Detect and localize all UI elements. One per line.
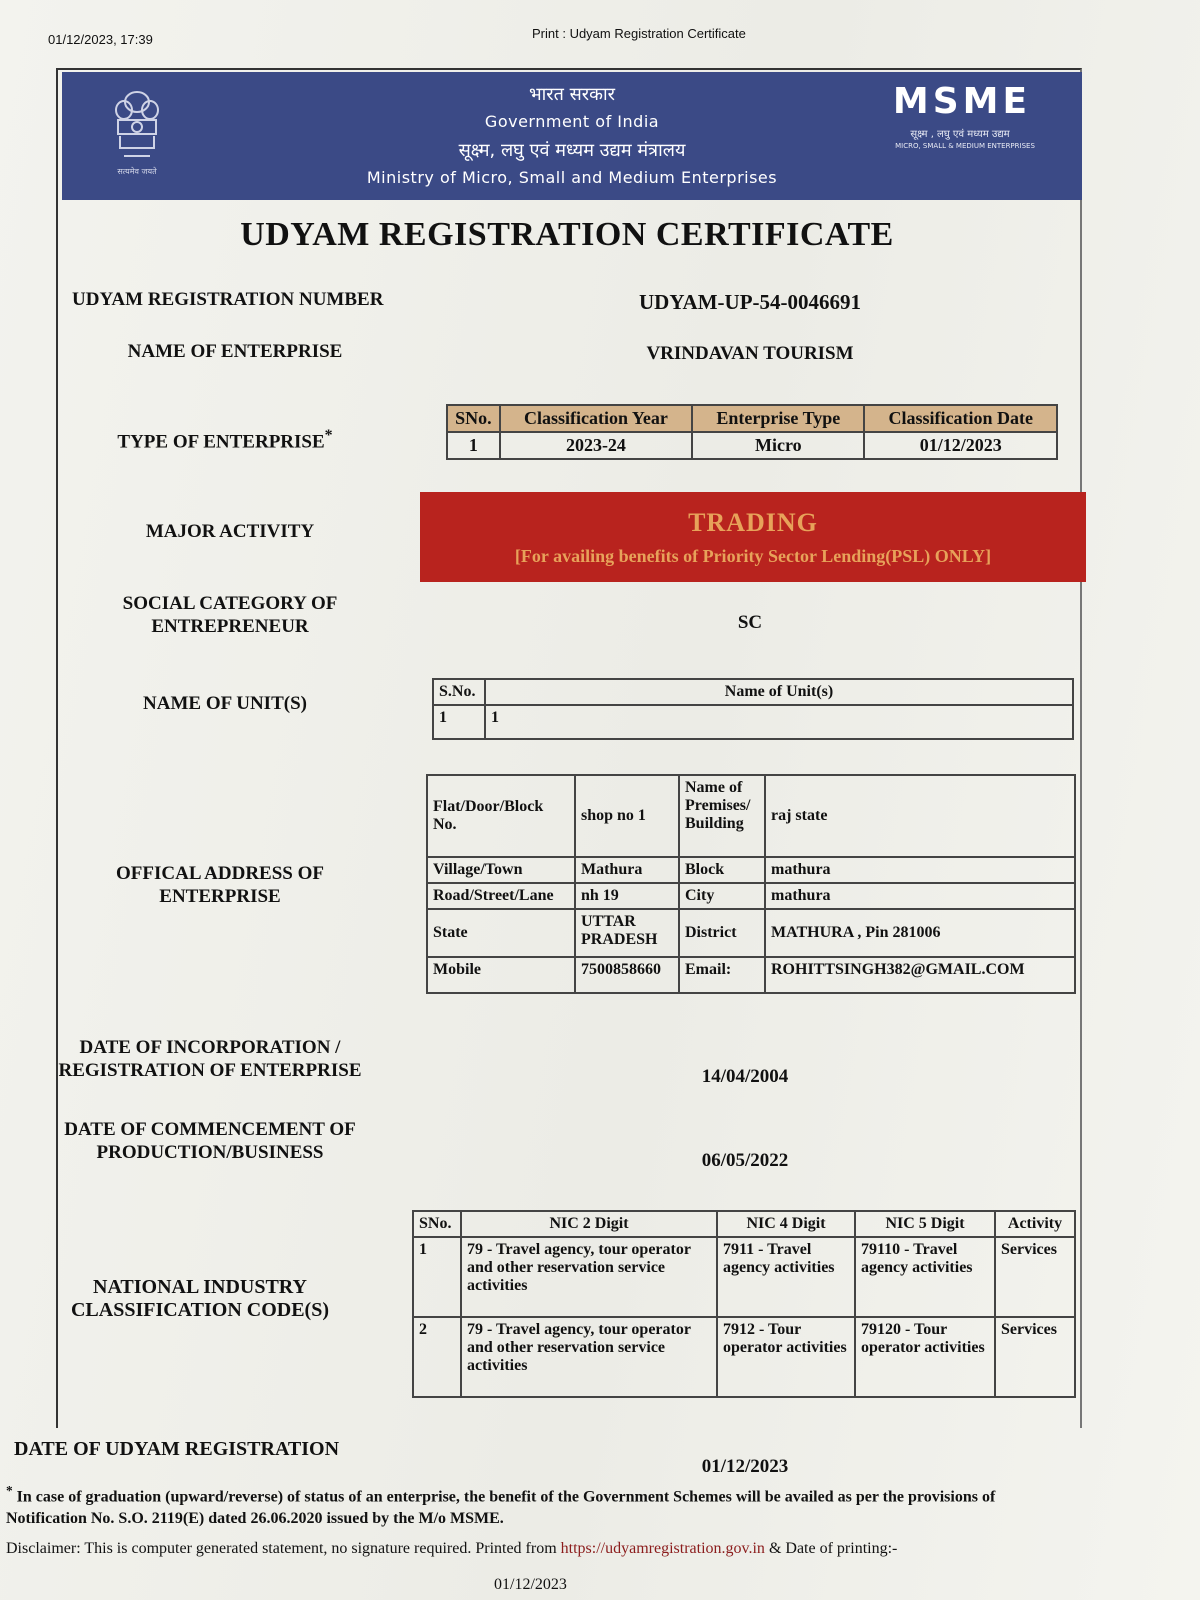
- table-cell: 1: [485, 705, 1073, 739]
- table-row: [427, 957, 1075, 993]
- commencement-label-line2: PRODUCTION/BUSINESS: [96, 1142, 324, 1163]
- msme-logo-hindi: सूक्ष्म , लघु एवं मध्यम उद्यम: [910, 129, 1010, 140]
- units-label: NAME OF UNIT(S): [143, 693, 307, 714]
- footnote-mark: *: [6, 1483, 13, 1498]
- nic-table: [412, 1210, 1076, 1398]
- enterprise-name-label: NAME OF ENTERPRISE: [127, 341, 343, 362]
- footnote-text: In case of graduation (upward/reverse) of status of an enterprise, the benefit of the Government Schemes will be availed as per the provisions of Notification No. S.O. 2119(E) dated 26.06.2020 issued by the M/o MSME.: [6, 1488, 996, 1528]
- table-row: [427, 775, 1075, 857]
- enterprise-type-table: [446, 404, 1058, 460]
- certificate-title: UDYAM REGISTRATION CERTIFICATE: [240, 216, 894, 253]
- print-title: Print : Udyam Registration Certificate: [532, 26, 746, 41]
- address-field-value: mathura: [765, 857, 1075, 883]
- msme-logo-english: MICRO, SMALL & MEDIUM ENTERPRISES: [895, 142, 1035, 150]
- table-cell: Services: [995, 1237, 1075, 1317]
- table-cell: 79120 - Tour operator activities: [855, 1317, 995, 1397]
- address-field-value: shop no 1: [575, 775, 679, 857]
- address-field-label: Email:: [679, 957, 765, 993]
- address-field-value: UTTAR PRADESH: [575, 909, 679, 957]
- disclaimer-print-date: 01/12/2023: [494, 1576, 567, 1593]
- units-table: [432, 678, 1074, 740]
- major-activity-label: MAJOR ACTIVITY: [145, 521, 315, 542]
- reg-number-label: UDYAM REGISTRATION NUMBER: [72, 289, 384, 310]
- nic-table-header: NIC 2 Digit: [461, 1211, 717, 1237]
- nic-table-header: SNo.: [413, 1211, 461, 1237]
- type-table-header: Classification Date: [864, 405, 1057, 432]
- type-table-header: Enterprise Type: [692, 405, 864, 432]
- address-label: [80, 862, 360, 908]
- print-datetime: 01/12/2023, 17:39: [48, 32, 153, 47]
- address-field-label: Village/Town: [427, 857, 575, 883]
- type-table-header: SNo.: [447, 405, 500, 432]
- incorporation-label: [30, 1036, 390, 1082]
- commencement-label: [30, 1118, 390, 1164]
- table-row: [427, 909, 1075, 957]
- address-field-label: District: [679, 909, 765, 957]
- graduation-footnote: [6, 1480, 1076, 1530]
- nic-table-header: NIC 5 Digit: [855, 1211, 995, 1237]
- enterprise-name-value: VRINDAVAN TOURISM: [646, 343, 854, 364]
- units-table-header: Name of Unit(s): [485, 679, 1073, 705]
- table-row: [433, 705, 1073, 739]
- table-cell: 2023-24: [500, 432, 693, 459]
- banner-hindi-ministry: सूक्ष्म, लघु एवं मध्यम उद्यम मंत्रालय: [458, 140, 686, 161]
- nic-label-line1: NATIONAL INDUSTRY: [93, 1276, 307, 1298]
- banner-hindi-govt: भारत सरकार: [528, 84, 616, 105]
- address-field-value: 7500858660: [575, 957, 679, 993]
- table-cell: Micro: [692, 432, 864, 459]
- table-cell: 79 - Travel agency, tour operator and other reservation service activities: [461, 1237, 717, 1317]
- banner-english-ministry: Ministry of Micro, Small and Medium Enterprises: [366, 168, 778, 187]
- enterprise-type-label: [100, 424, 350, 453]
- reg-number-value: UDYAM-UP-54-0046691: [638, 290, 862, 314]
- ministry-banner: [62, 72, 1082, 200]
- nic-table-header: Activity: [995, 1211, 1075, 1237]
- address-label-line1: OFFICAL ADDRESS OF: [116, 863, 324, 884]
- table-cell: 01/12/2023: [864, 432, 1057, 459]
- udyam-website-link[interactable]: https://udyamregistration.gov.in: [560, 1540, 765, 1557]
- enterprise-type-label-text: TYPE OF ENTERPRISE: [117, 431, 325, 453]
- banner-english-govt: Government of India: [484, 112, 660, 131]
- table-cell: 2: [413, 1317, 461, 1397]
- address-field-label: Road/Street/Lane: [427, 883, 575, 909]
- asterisk-mark: *: [324, 427, 333, 444]
- address-field-label: City: [679, 883, 765, 909]
- address-field-value: Mathura: [575, 857, 679, 883]
- address-field-value: ROHITTSINGH382@GMAIL.COM: [765, 957, 1075, 993]
- table-cell: 7912 - Tour operator activities: [717, 1317, 855, 1397]
- address-field-value: MATHURA , Pin 281006: [765, 909, 1075, 957]
- units-table-header: S.No.: [433, 679, 485, 705]
- table-row: [413, 1317, 1075, 1397]
- msme-logo: MSME: [892, 81, 1032, 122]
- incorporation-label-line1: DATE OF INCORPORATION /: [79, 1037, 341, 1058]
- disclaimer-date-prefix: & Date of printing:-: [764, 1540, 898, 1557]
- commencement-label-line1: DATE OF COMMENCEMENT OF: [64, 1119, 356, 1140]
- emblem-caption: सत्यमेव जयते: [117, 167, 157, 176]
- address-field-label: Flat/Door/Block No.: [427, 775, 575, 857]
- table-cell: 1: [447, 432, 500, 459]
- table-cell: 79 - Travel agency, tour operator and other reservation service activities: [461, 1317, 717, 1397]
- udyam-date-value: 01/12/2023: [701, 1456, 789, 1477]
- social-category-label-line1: SOCIAL CATEGORY OF: [122, 593, 338, 614]
- address-field-label: Block: [679, 857, 765, 883]
- address-label-line2: ENTERPRISE: [159, 886, 281, 907]
- table-cell: 1: [433, 705, 485, 739]
- table-row: [427, 857, 1075, 883]
- table-cell: Services: [995, 1317, 1075, 1397]
- address-field-label: State: [427, 909, 575, 957]
- social-category-label: [90, 592, 370, 638]
- table-cell: 1: [413, 1237, 461, 1317]
- disclaimer: [6, 1538, 1076, 1560]
- social-category-label-line2: ENTREPRENEUR: [151, 616, 309, 637]
- address-field-value: mathura: [765, 883, 1075, 909]
- address-field-label: Mobile: [427, 957, 575, 993]
- commencement-date: 06/05/2022: [701, 1150, 789, 1171]
- table-row: [447, 432, 1057, 459]
- major-activity-box: [420, 492, 1086, 582]
- udyam-date-label: DATE OF UDYAM REGISTRATION: [14, 1438, 340, 1460]
- table-cell: 79110 - Travel agency activities: [855, 1237, 995, 1317]
- incorporation-label-line2: REGISTRATION OF ENTERPRISE: [58, 1060, 362, 1081]
- disclaimer-text: Disclaimer: This is computer generated statement, no signature required. Printed from: [6, 1540, 561, 1557]
- nic-table-header: NIC 4 Digit: [717, 1211, 855, 1237]
- address-table: [426, 774, 1076, 994]
- major-activity-value: TRADING: [688, 508, 818, 537]
- nic-label: [40, 1276, 360, 1322]
- address-field-value: raj state: [765, 775, 1075, 857]
- address-field-value: nh 19: [575, 883, 679, 909]
- nic-label-line2: CLASSIFICATION CODE(S): [70, 1299, 329, 1321]
- table-row: [427, 883, 1075, 909]
- table-row: [413, 1237, 1075, 1317]
- major-activity-note: [For availing benefits of Priority Sector Lending(PSL) ONLY]: [514, 546, 992, 566]
- incorporation-date: 14/04/2004: [701, 1066, 789, 1087]
- type-table-header: Classification Year: [500, 405, 693, 432]
- table-cell: 7911 - Travel agency activities: [717, 1237, 855, 1317]
- address-field-label: Name of Premises/ Building: [679, 775, 765, 857]
- social-category-value: SC: [737, 612, 763, 633]
